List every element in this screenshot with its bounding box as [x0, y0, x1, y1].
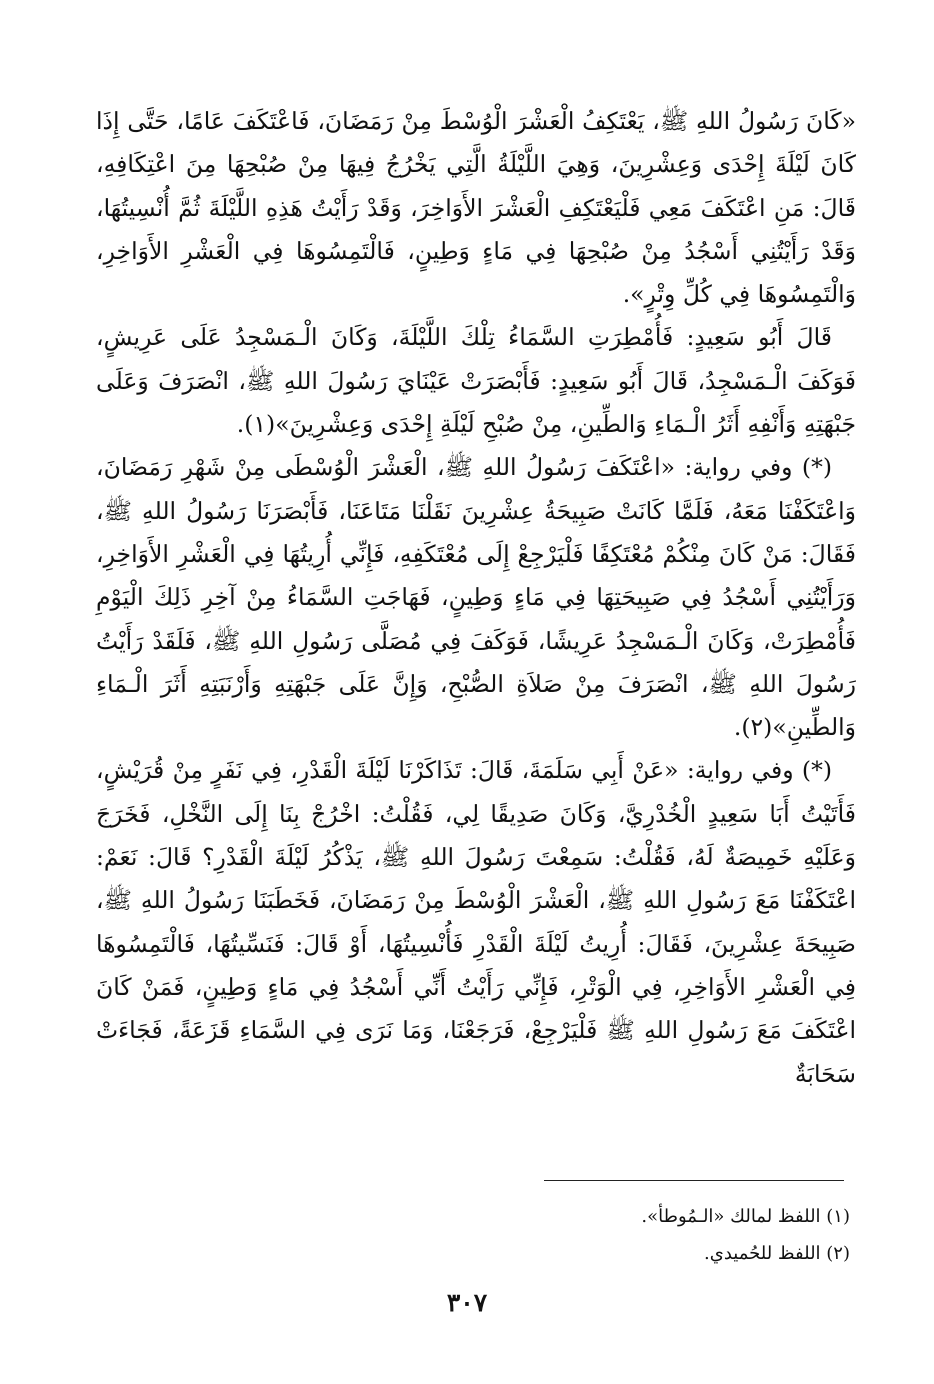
- footnote: (٢) اللفظ للحُميدي.: [704, 1243, 850, 1264]
- footnote: (١) اللفظ لمالك «الـمُوطأ».: [641, 1206, 850, 1227]
- footnotes: [96, 1198, 850, 1272]
- footnote-divider: [544, 1180, 844, 1181]
- hadith-paragraph: (*) وفي رواية: «عَنْ أَبِي سَلَمَةَ، قَالَ: تَذَاكَرْنَا لَيْلَةَ الْقَدْرِ، فِي نَفَرٍ مِنْ قُرَيْشٍ، فَأَتَيْتُ أَبَا سَعِيدٍ الْخُدْرِيَّ، وَكَانَ صَدِيقًا لِي، فَقُلْتُ: اخْرُجْ بِنَا إِلَى النَّخْلِ، فَخَرَجَ وَعَلَيْهِ خَمِيصَةٌ لَهُ، فَقُلْتُ: سَمِعْتَ رَسُولَ اللهِ ﷺ، يَذْكُرُ لَيْلَةَ الْقَدْرِ؟ قَالَ: نَعَمْ: اعْتَكَفْنَا مَعَ رَسُولِ اللهِ ﷺ، الْعَشْرَ الْوُسْطَ مِنْ رَمَضَانَ، فَخَطَبَنَا رَسُولُ اللهِ ﷺ، صَبِيحَةَ عِشْرِينَ، فَقَالَ: أُرِيتُ لَيْلَةَ الْقَدْرِ فَأُنْسِيتُهَا، أَوْ قَالَ: فَنَسِّيتُهَا، فَالْتَمِسُوهَا فِي الْعَشْرِ الأَوَاخِرِ، فِي الْوَتْرِ، فَإِنِّي رَأَيْتُ أَنِّي أَسْجُدُ فِي مَاءٍ وَطِينٍ، فَمَنْ كَانَ اعْتَكَفَ مَعَ رَسُولِ اللهِ ﷺ فَلْيَرْجِعْ، فَرَجَعْنَا، وَمَا نَرَى فِي السَّمَاءِ قَزَعَةً، فَجَاءَتْ سَحَابَةٌ: [96, 756, 856, 1088]
- hadith-paragraph: (*) وفي رواية: «اعْتَكَفَ رَسُولُ اللهِ ﷺ، الْعَشْرَ الْوُسْطَى مِنْ شَهْرِ رَمَضَانَ، وَاعْتَكَفْنَا مَعَهُ، فَلَمَّا كَانَتْ صَبِيحَةُ عِشْرِينَ نَقَلْنَا مَتَاعَنَا، فَأَبْصَرَنَا رَسُولُ اللهِ ﷺ، فَقَالَ: مَنْ كَانَ مِنْكُمْ مُعْتَكِفًا فَلْيَرْجِعْ إِلَى مُعْتَكَفِهِ، فَإِنِّي أُرِيتُهَا فِي الْعَشْرِ الأَوَاخِرِ، وَرَأَيْتُنِي أَسْجُدُ فِي صَبِيحَتِهَا فِي مَاءٍ وَطِينٍ، فَهَاجَتِ السَّمَاءُ مِنْ آخِرِ ذَلِكَ الْيَوْمِ فَأُمْطِرَتْ، وَكَانَ الْـمَسْجِدُ عَرِيشًا، فَوَكَفَ فِي مُصَلَّى رَسُولِ اللهِ ﷺ، فَلَقَدْ رَأَيْتُ رَسُولَ اللهِ ﷺ، انْصَرَفَ مِنْ صَلاَةِ الصُّبْحِ، وَإِنَّ عَلَى جَبْهَتِهِ وَأَرْنَبَتِهِ أَثَرَ الْـمَاءِ وَالطِّينِ»(٢).: [96, 453, 856, 742]
- hadith-paragraph: «كَانَ رَسُولُ اللهِ ﷺ، يَعْتَكِفُ الْعَشْرَ الْوُسْطَ مِنْ رَمَضَانَ، فَاعْتَكَفَ عَامًا، حَتَّى إِذَا كَانَ لَيْلَةَ إِحْدَى وَعِشْرِينَ، وَهِيَ اللَّيْلَةُ الَّتِي يَخْرُجُ فِيهَا مِنْ صُبْحِهَا مِنَ اعْتِكَافِهِ، قَالَ: مَنِ اعْتَكَفَ مَعِي فَلْيَعْتَكِفِ الْعَشْرَ الأَوَاخِرَ، وَقَدْ رَأَيْتُ هَذِهِ اللَّيْلَةَ ثُمَّ أُنْسِيتُهَا، وَقَدْ رَأَيْتُنِي أَسْجُدُ مِنْ صُبْحِهَا فِي مَاءٍ وَطِينٍ، فَالْتَمِسُوهَا فِي الْعَشْرِ الأَوَاخِرِ، وَالْتَمِسُوهَا فِي كُلِّ وِتْرٍ».: [96, 107, 856, 309]
- hadith-paragraph: قَالَ أَبُو سَعِيدٍ: فَأُمْطِرَتِ السَّمَاءُ تِلْكَ اللَّيْلَةَ، وَكَانَ الْـمَسْجِدُ عَلَى عَرِيشٍ، فَوَكَفَ الْـمَسْجِدُ، قَالَ أَبُو سَعِيدٍ: فَأَبْصَرَتْ عَيْنَايَ رَسُولَ اللهِ ﷺ، انْصَرَفَ وَعَلَى جَبْهَتِهِ وَأَنْفِهِ أَثَرُ الْـمَاءِ وَالطِّينِ، مِنْ صُبْحِ لَيْلَةِ إِحْدَى وَعِشْرِينَ»(١).: [96, 323, 856, 439]
- body-text: [96, 100, 856, 1096]
- page-number: ٣٠٧: [446, 1288, 488, 1317]
